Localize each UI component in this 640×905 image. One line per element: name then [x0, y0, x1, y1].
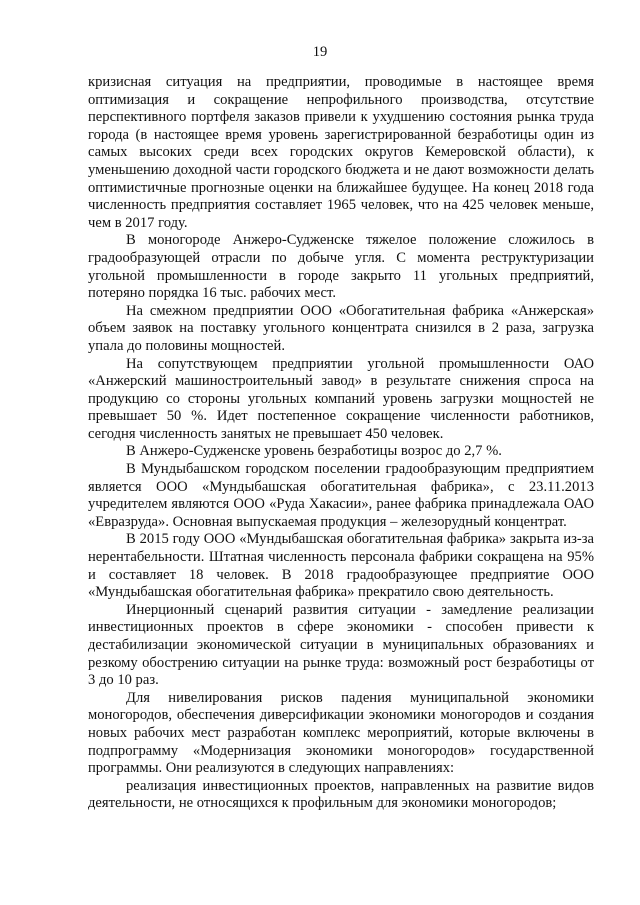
- paragraph-10: реализация инвестиционных проектов, направленных на развитие видов деятельности, не относящихся к профильным для экономики моногородов;: [88, 777, 594, 812]
- paragraph-9: Для нивелирования рисков падения муниципальной экономики моногородов, обеспечения диверсификации экономики моногородов и создания новых рабочих мест разработан комплекс мероприятий, которые включены в подпрограмму «Модернизация экономики моногородов» государственной программы. Они реализуются в следующих направлениях:: [88, 689, 594, 777]
- paragraph-7: В 2015 году ООО «Мундыбашская обогатительная фабрика» закрыта из-за нерентабельности. Штатная численность персонала фабрики сокращена на 95% и составляет 18 человек. В 2018 градообразующее предприятие ООО «Мундыбашская обогатительная фабрика» прекратило свою деятельность.: [88, 531, 594, 601]
- paragraph-5: В Анжеро-Судженске уровень безработицы возрос до 2,7 %.: [126, 443, 502, 460]
- text-body: [88, 74, 594, 813]
- paragraph-8: Инерционный сценарий развития ситуации - замедление реализации инвестиционных проектов в сфере экономики - способен привести к дестабилизации экономической ситуации в муниципальных образованиях и резкому обострению ситуации на рынке труда: возможный рост безработицы от 3 до 10 раз.: [88, 601, 594, 689]
- page-number: 19: [312, 44, 328, 60]
- paragraph-3: На смежном предприятии ООО «Обогатительная фабрика «Анжерская» объем заявок на поставку угольного концентрата снизился в 2 раза, загрузка упала до половины мощностей.: [88, 302, 594, 354]
- paragraph-4: На сопутствующем предприятии угольной промышленности ОАО «Анжерский машиностроительный завод» в результате снижения спроса на продукцию со стороны угольных компаний уровень загрузки мощностей не превышает 50 %. Идет постепенное сокращение численности работников, сегодня численность занятых не превышает 450 человек.: [88, 355, 594, 442]
- paragraph-2: В моногороде Анжеро-Судженске тяжелое положение сложилось в градообразующей отрасли по добыче угля. С момента реструктуризации угольной промышленности в городе закрыто 11 угольных предприятий, потеряно порядка 16 тыс. рабочих мест.: [88, 232, 594, 302]
- paragraph-6: В Мундыбашском городском поселении градообразующим предприятием является ООО «Мундыбашская обогатительная фабрика», с 23.11.2013 учредителем являются ООО «Руда Хакасии», ранее фабрика принадлежала ОАО «Евразруда». Основная выпускаемая продукция – железорудный концентрат.: [88, 461, 594, 530]
- paragraph-1: кризисная ситуация на предприятии, проводимые в настоящее время оптимизация и сокращение непрофильного производства, отсутствие перспективного портфеля заказов привели к ухудшению состояния рынка труда города (в настоящее время уровень зарегистрированной безработицы один из самых высоких среди всех городских округов Кемеровской области), к уменьшению доходной части городского бюджета и не дают возможности делать оптимистичные прогнозные оценки на ближайшее будущее. На конец 2018 года численность предприятия составляет 1965 человек, что на 425 человек меньше, чем в 2017 году.: [88, 74, 594, 231]
